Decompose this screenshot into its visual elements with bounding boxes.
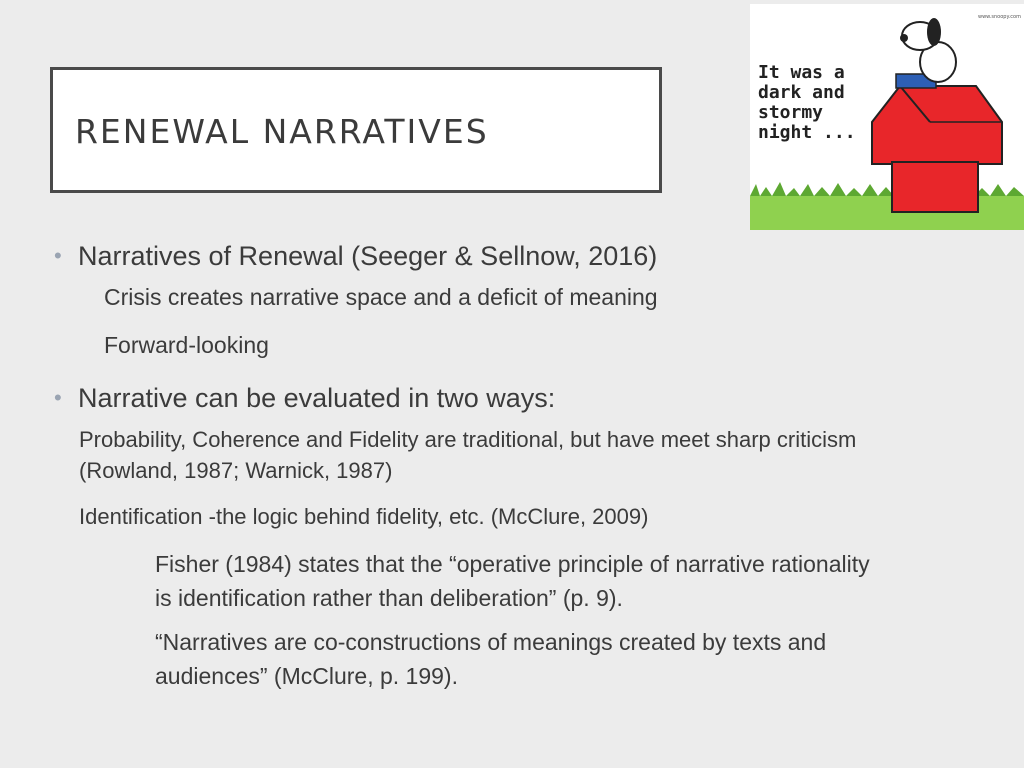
- doghouse-base: [892, 162, 978, 212]
- bullet-evaluation: [52, 378, 952, 418]
- slide-title: RENEWAL NARRATIVES: [75, 112, 489, 151]
- comic-text-line-4: night ...: [758, 122, 856, 143]
- sub-item-forward-looking: Forward-looking: [104, 332, 269, 358]
- bullet-renewal-text: Narratives of Renewal (Seeger & Sellnow, 2016): [78, 241, 658, 271]
- bullet-dot: •: [54, 385, 62, 410]
- bullet-renewal: [52, 236, 952, 276]
- comic-text-line-1: It was a: [758, 62, 845, 83]
- comic-text-line-3: stormy: [758, 102, 824, 123]
- title-box: [50, 67, 662, 193]
- quote-fisher: Fisher (1984) states that the “operative principle of narrative rationality is identification rather than deliberation” (p. 9).: [155, 551, 870, 611]
- bullet-evaluation-text: Narrative can be evaluated in two ways:: [78, 383, 556, 413]
- snoopy-comic-image: [750, 4, 1024, 230]
- comic-text-line-2: dark and: [758, 82, 845, 103]
- comic-watermark: www.snoopy.com: [978, 14, 1021, 20]
- doghouse-roof: [872, 86, 1002, 164]
- sub-item-crisis: Crisis creates narrative space and a deficit of meaning: [104, 284, 658, 310]
- quote-mcclure: “Narratives are co-constructions of meanings created by texts and audiences” (McClure, p. 199).: [155, 629, 827, 689]
- bullet-dot: •: [54, 243, 62, 268]
- slide-content: [52, 236, 952, 703]
- sub-item-identification: Identification -the logic behind fidelity, etc. (McClure, 2009): [79, 504, 649, 529]
- sub-item-probability: Probability, Coherence and Fidelity are traditional, but have meet sharp criticism (Rowland, 1987; Warnick, 1987): [79, 427, 857, 483]
